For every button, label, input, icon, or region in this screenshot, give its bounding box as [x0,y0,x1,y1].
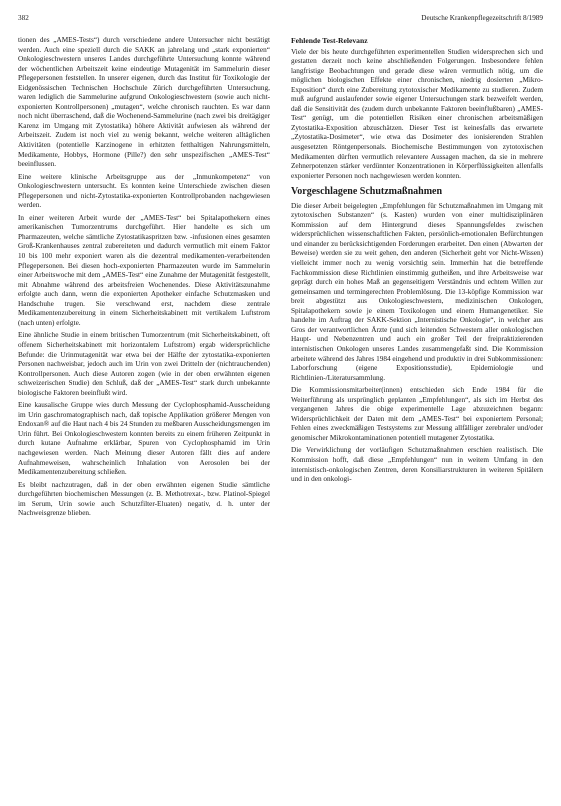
paragraph: Die dieser Arbeit beigelegten „Empfehlungen für Schutzmaßnahmen im Umgang mit zytotoxischen Substanzen“ (s. Kasten) wurden von einer multidisziplinären Kommission auf dem Hintergrund dieses Spannungsfeldes zwischen widersprüchlichen wissenschaftlichen Fakten, persönlich-emotionalen Befürchtungen und einander zu berücksichtigenden Forderungen erarbeitet. Den einen (Abwarten der Beweise) werden sie zu weit gehen, den anderen (Sicherheit geht vor Nicht-Wissen) vielleicht immer noch zu wenig vorsichtig sein. Immerhin hat die betreffende Fachkommission diese Richtlinien einstimmig gutheißen, und ihre Arbeitsweise war geprägt durch ein hohes Maß an gegenseitigem Verständnis und echtem Willen zur gemeinsamen und termingerechten Problemlösung. Die 13-köpfige Kommission war breit abgestützt aus Onkologieschwestern, medizinischen Onkologen, Spitalapothekern sowie je einem Toxikologen und einem Humangenetiker. Sie handelte im Auftrag der SAKK-Sektion „Internistische Onkologie“, in welcher aus Gros der verantwortlichen Ärzte (und sich leitenden Schwestern aller onkologischen Haupt- und Nebenzentren und auch ein großer Teil der freipraktizierenden internistischen Onkologen unseres Landes zusammengefaßt sind. Die Kommission arbeitete während des Jahres 1984 eingehend und produktiv in drei Subkommissionen: Laborforschung (eigene Expositionsstudie), Epidemiologie und Richtlinien-/Literatursammlung. [291,201,543,382]
journal-title: Deutsche Krankenpflegezeitschrift 8/1989 [421,14,543,22]
paragraph: Die Verwirklichung der vorläufigen Schutzmaßnahmen erschien realistisch. Die Kommission hofft, daß diese „Empfehlungen“ nun in weitem Umfang in den internistisch-onkologischen Zentren, deren Konsiliarstrukturen in weiteren Spitälern und in den onkologi- [291,446,543,484]
paragraph: tionen des „AMES-Tests“) durch verschiedene andere Untersucher nicht bestätigt werden. Auch eine speziell durch die SAKK an jahrelang und „stark exponierten“ Onkologieschwestern unseres Landes durchgeführte Untersuchung konnte während der wöchentlichen Arbeitszeit keine eindeutige Mutagenität im Sammelurin dieser Pflegepersonen feststellen. In unserer eigenen, durch das Institut für Toxikologie der Eidgenössischen Technischen Hochschule Zürich durchgeführten Untersuchung, waren lediglich die Sammelurine aufgrund Onkologieschwestern (sowie auch nicht-exponierten Kontrollpersonen) „mutagen“, welche chronisch rauchten. Es war dann noch nicht überraschend, daß die Wochenend-Sammelurine (nach zwei bis dreitägiger Karenz im Umgang mit Zytostatika) höhere Aktivität aufwiesen als während der Arbeitszeit. Zudem ist noch viel zu wenig bekannt, welche weiteren alltäglichen Aktivitäten (potentielle Karzinogene in erhitzten fetthaltigen Nahrungsmitteln, Medikamente, Hobbys, Hormone (Pille?) den sehr unspezifischen „AMES-Test“ beeinflussen. [18,36,270,169]
right-column [291,36,543,796]
left-column [18,36,270,796]
page-number: 382 [18,14,29,22]
paragraph: Die Kommissionsmitarbeiter(innen) entschieden sich Ende 1984 für die Weiterführung als ursprünglich geplanten „Empfehlungen“, als sich im Herbst des vergangenen Jahres die obige experimentelle Lage abzuzeichnen begann: Widersprüchlichkeit der Daten mit dem „AMES-Test“ bei exponiertem Personal; Fehlen eines zweckmäßigen Testsystems zur Messung allfälliger zerebraler und/oder genomischer Mikrokontaminationen potentiell mutagener Zytostatika. [291,386,543,442]
page-header [18,14,543,28]
paragraph: In einer weiteren Arbeit wurde der „AMES-Test“ bei Spitalapothekern eines amerikanischen Tumorzentrums durchgeführt. Hier handelte es sich um Pharmazeuten, welche sämtliche Zytostatikaspritzen bzw. -infusionen eines gesamten Groß-Krankenhauses zentral zubereiteten und dadurch vermutlich mit einem Faktor 10 bis 100 mehr exponiert waren als die dezentral medikamenten-verarbeitenden Pflegepersonen. Bei diesen hoch-exponierten Pharmazeuten wurde im Sammelurin einer Arbeitswoche mit dem „AMES-Test“ eine Zunahme der Mutagenität festgestellt, mit Abnahme während des arbeitsfreien Wochenendes. Diese Aktivitätszunahme erfolgte auch dann, wenn die exponierten Apotheker einfache Schutzmasken und Handschuhe trugen. Sie verschwand erst, nachdem diese zentrale Medikamentenzubereitung in einem Sicherheitskabinett mit vertikalem Luftstrom (nach unten) erfolgte. [18,213,270,327]
section-heading-test-relevance: Fehlende Test-Relevanz [291,36,368,45]
paragraph: Es bleibt nachzutragen, daß in der oben erwähnten eigenen Studie sämtliche durchgeführten biochemischen Messungen (z. B. Methotrexat-, bzw. Platinol-Spiegel im Serum, Urin sowie auch Schutzfilter-Eluaten) negativ, d. h. unter der Nachweisgrenze blieben. [18,480,270,518]
section-heading-protective-measures: Vorgeschlagene Schutzmaßnahmen [291,186,443,198]
paragraph: Viele der bis heute durchgeführten experimentellen Studien widersprechen sich und gestatten derzeit noch keine abschließenden Folgerungen. Insbesondere fehlen langfristige Beobachtungen und gerade diese wären vermutlich nötig, um die möglichen biologischen Effekte einer chronischen, niedrig dosierten „Mikro-Exposition“ durch eine Zubereitung zytotoxischer Medikamente zu studieren. Zudem muß aufgrund auslaufender sowie eigener Untersuchungen stark bezweifelt werden, daß die Sensitivität des (zudem durch unbekannte Faktoren beeinflußbaren) „AMES-Test“ genügt, um die potentiellen Risiken einer chronischen arbeitsmäßigen Zytostatika-Exposition abzuschätzen. Dieser Test ist keinesfalls das erwartete „Zytostatika-Dosimeter“, wie etwa das Dosimeter des ionisierenden Strahlen ausgesetzten Röntgenpersonals. Biochemische Bestimmungen von zytotoxischen Medikamenten dürften vermutlich relevantere Aussagen machen, da sie in mehrere Zehnerpotenzen stärker verdünnter Konzentrationen in Körperflüssigkeiten allenfalls exponierter Personen noch nachgewiesen werden konnten. [291,47,543,180]
paragraph: Eine weitere klinische Arbeitsgruppe aus der „Inmunkompetenz“ von Onkologieschwestern untersucht. Es konnten keine Unterschiede zwischen diesen Pflegepersonen und nicht-Zytostatika-exponierten Kontrollprobanden nachgewiesen werden. [18,172,270,210]
paragraph: Eine ähnliche Studie in einem britischen Tumorzentrum (mit Sicherheitskabinett, oft offenem Sicherheitskabinett mit horizontalem Luftstrom) ergab widersprüchliche Befunde: die Urinmutagenität war etwa bei der Hälfte der zytostatika-exponierten Personen nachweisbar, jedoch auch im Urin von zwei Dritteln der (nichtrauchenden) Kontrollpersonen. Auch diese Autoren zogen (wie in der oben erwähnten eigenen schweizerischen Studie) den Schluß, daß der „AMES-Test“ stark durch unbekannte biologische Faktoren beeinflußt wird. [18,331,270,397]
paragraph: Eine kausalische Gruppe wies durch Messung der Cyclophosphamid-Ausscheidung im Urin gaschromatographisch nach, daß topische Applikation größerer Mengen von Endoxan® auf die Haut nach 4 bis 24 Stunden zu meßbaren Ausscheidungsmengen im Urin führt. Bei Onkologieschwestern konnten bereits zu einem früheren Zeitpunkt in durch kutane Aufnahme erklärbar, Spuren von Cyclophosphamid im Urin nachgewiesen werden. Nach Meinung dieser Autoren fällt dies auf andere Aufnahmeweisen, wahrscheinlich Inhalation von Aerosolen bei der Medikamentenzubereitung schließen. [18,401,270,477]
